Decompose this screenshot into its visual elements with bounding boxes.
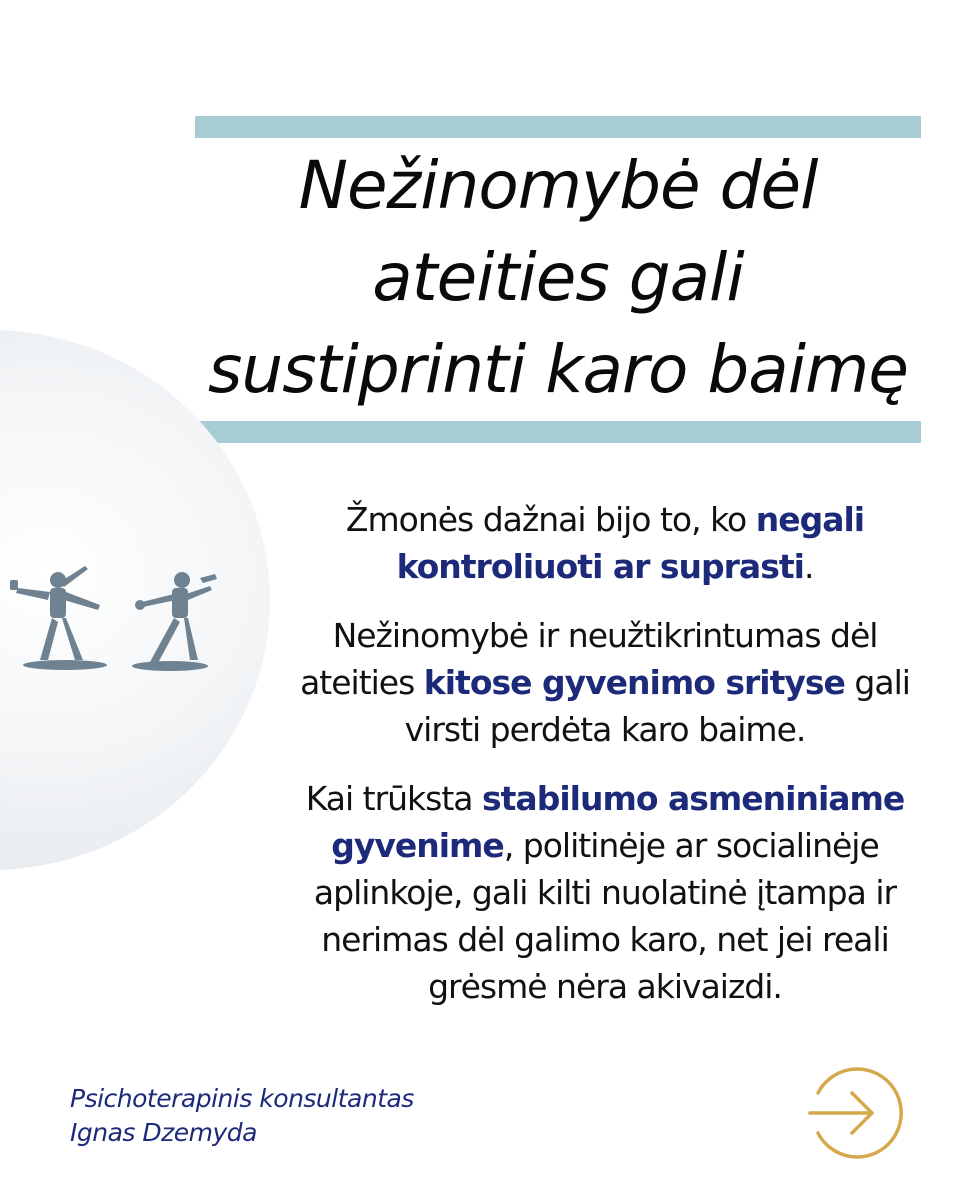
title-line-3: sustiprinti karo baimę xyxy=(208,331,908,408)
paragraph-2-text: Nežinomybė ir neužtikrintumas dėl ateities xyxy=(300,616,878,702)
page-title xyxy=(195,140,921,416)
arrow-right-circle-icon xyxy=(806,1063,906,1163)
top-accent-bar xyxy=(195,116,921,138)
paragraph-1-end: . xyxy=(803,547,814,586)
bottom-accent-bar xyxy=(195,421,921,443)
paragraph-1-highlight: negali kontroliuoti ar suprasti xyxy=(396,500,865,586)
paragraph-2 xyxy=(280,612,930,753)
author-role: Psichoterapinis konsultantas xyxy=(70,1084,414,1113)
paragraph-3-text: Kai trūksta xyxy=(305,779,483,818)
paragraph-3 xyxy=(280,775,930,1010)
paragraph-2-highlight: kitose gyvenimo srityse xyxy=(423,663,845,702)
paragraph-3-end: , politinėje ar socialinėje aplinkoje, gali kilti nuolatinė įtampa ir nerimas dėl galimo karo, net jei reali grėsmė nėra akivaizdi. xyxy=(313,826,897,1006)
body-text xyxy=(280,496,930,1032)
title-line-1: Nežinomybė dėl xyxy=(298,147,818,224)
paragraph-2-end: gali virsti perdėta karo baime. xyxy=(404,663,910,749)
author-name: Ignas Dzemyda xyxy=(70,1118,257,1147)
paragraph-1-text: Žmonės dažnai bijo to, ko xyxy=(345,500,756,539)
paragraph-1 xyxy=(280,496,930,590)
author-signature xyxy=(70,1082,414,1150)
title-line-2: ateities gali xyxy=(372,239,744,316)
next-slide-button[interactable] xyxy=(806,1063,906,1163)
paragraph-3-highlight: stabilumo asmeniniame gyvenime xyxy=(331,779,905,865)
toy-soldiers-icon xyxy=(0,560,240,680)
